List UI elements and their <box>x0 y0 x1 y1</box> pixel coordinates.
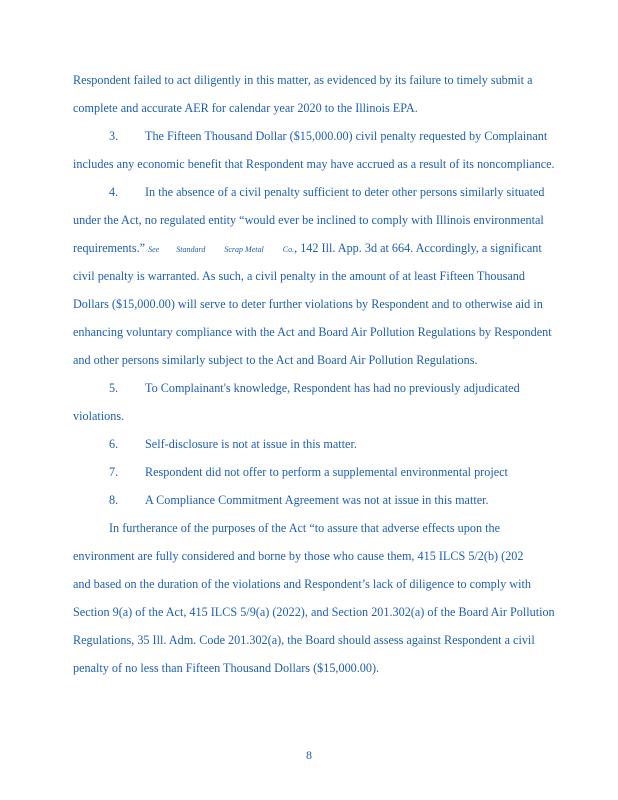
text-line: complete and accurate AER for calendar year 2020 to the Illinois EPA. <box>73 101 418 115</box>
text-line: includes any economic benefit that Respondent may have accrued as a result of its noncompliance. <box>73 157 555 171</box>
paragraph-number: 4. <box>109 185 119 199</box>
citation-line <box>73 241 593 257</box>
numbered-paragraph-4 <box>109 185 618 199</box>
text-line: , 142 Ill. App. 3d at 664. Accordingly, a significant <box>294 241 542 255</box>
numbered-paragraph-5 <box>109 381 618 395</box>
text-line: Respondent failed to act diligently in this matter, as evidenced by its failure to timely submit a <box>73 73 533 87</box>
text-line: To Complainant's knowledge, Respondent has had no previously adjudicated <box>145 381 520 395</box>
paragraph-number: 8. <box>109 493 119 507</box>
text-line: and other persons similarly subject to the Act and Board Air Pollution Regulations. <box>73 353 478 367</box>
numbered-paragraph-6 <box>109 437 618 451</box>
text-line: The Fifteen Thousand Dollar ($15,000.00) civil penalty requested by Complainant <box>145 129 548 143</box>
paragraph-number: 6. <box>109 437 119 451</box>
text-line: A Compliance Commitment Agreement was not at issue in this matter. <box>145 493 489 507</box>
text-line: Respondent did not offer to perform a supplemental environmental project <box>145 465 508 479</box>
case-name: Scrap Metal <box>224 245 264 254</box>
text-line: enhancing voluntary compliance with the Act and Board Air Pollution Regulations by Respondent <box>73 325 552 339</box>
text-line: In furtherance of the purposes of the Act “to assure that adverse effects upon the <box>109 521 500 535</box>
text-line: Section 9(a) of the Act, 415 ILCS 5/9(a) (2022), and Section 201.302(a) of the Board Air Pollution <box>73 605 555 619</box>
paragraph-number: 3. <box>109 129 119 143</box>
citation-signal: See <box>148 245 160 254</box>
text-line: violations. <box>73 409 125 423</box>
text-line: under the Act, no regulated entity “would ever be inclined to comply with Illinois environmental <box>73 213 544 227</box>
text-line: Dollars ($15,000.00) will serve to deter further violations by Respondent and to otherwise aid in <box>73 297 543 311</box>
text-line: environment are fully considered and borne by those who cause them, 415 ILCS 5/2(b) (202 <box>73 549 524 563</box>
case-name: Standard <box>176 245 206 254</box>
text-line: Regulations, 35 Ill. Adm. Code 201.302(a), the Board should assess against Respondent a civil <box>73 633 535 647</box>
text-line: and based on the duration of the violations and Respondent’s lack of diligence to comply with <box>73 577 531 591</box>
text-line: Self-disclosure is not at issue in this matter. <box>145 437 357 451</box>
numbered-paragraph-8 <box>109 493 618 507</box>
numbered-paragraph-3 <box>109 129 618 143</box>
text-line: requirements.” <box>73 241 146 255</box>
paragraph-number: 7. <box>109 465 119 479</box>
page-number: 8 <box>306 748 312 762</box>
text-line: civil penalty is warranted. As such, a civil penalty in the amount of at least Fifteen Thousand <box>73 269 525 283</box>
text-line: In the absence of a civil penalty sufficient to deter other persons similarly situated <box>145 185 545 199</box>
case-name: Co. <box>282 245 295 254</box>
numbered-paragraph-7 <box>109 465 618 479</box>
paragraph-number: 5. <box>109 381 119 395</box>
text-line: penalty of no less than Fifteen Thousand Dollars ($15,000.00). <box>73 661 380 675</box>
